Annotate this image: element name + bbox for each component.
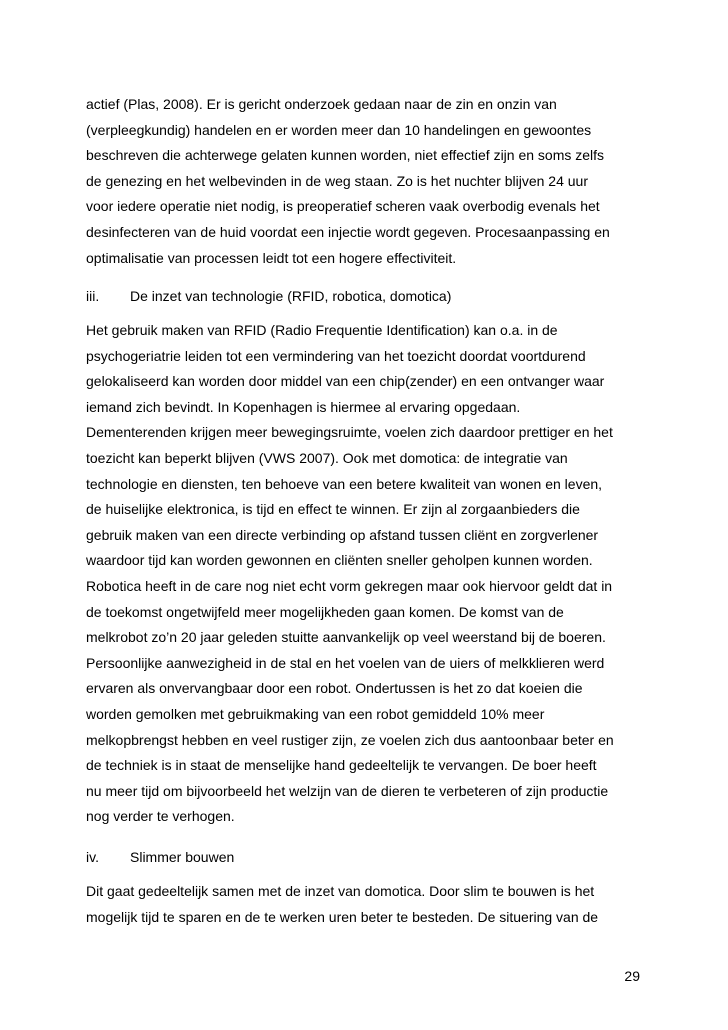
section-number: iii.	[86, 288, 100, 304]
section-heading-iv	[86, 848, 234, 866]
text-line: psychogeriatrie leiden tot een vermindering van het toezicht doordat voortdurend	[86, 347, 586, 364]
text-line: desinfecteren van de huid voordat een injectie wordt gegeven. Procesaanpassing en	[86, 223, 610, 240]
section-title: Slimmer bouwen	[130, 849, 235, 865]
text-line: nu meer tijd om bijvoorbeeld het welzijn van de dieren te verbeteren of zijn productie	[86, 782, 609, 799]
text-line: technologie en diensten, ten behoeve van een betere kwaliteit van wonen en leven,	[86, 475, 603, 492]
text-line: mogelijk tijd te sparen en de te werken uren beter te besteden. De situering van de	[86, 908, 599, 925]
text-line: iemand zich bevindt. In Kopenhagen is hiermee al ervaring opgedaan.	[86, 398, 521, 415]
paragraph-technology	[86, 318, 656, 830]
text-line: gelokaliseerd kan worden door middel van een chip(zender) en een ontvanger waar	[86, 373, 605, 390]
paragraph-building	[86, 879, 656, 930]
text-line: de genezing en het welbevinden in de weg staan. Zo is het nuchter blijven 24 uur	[86, 172, 589, 189]
text-line: optimalisatie van processen leidt tot een hogere effectiviteit.	[86, 249, 457, 266]
text-line: nog verder te verhogen.	[86, 808, 235, 825]
text-line: beschreven die achterwege gelaten kunnen worden, niet effectief zijn en soms zelfs	[86, 147, 605, 164]
section-number: iv.	[86, 849, 99, 865]
text-line: Het gebruik maken van RFID (Radio Frequentie Identification) kan o.a. in de	[86, 322, 558, 338]
text-line: toezicht kan beperkt blijven (VWS 2007). Ook met domotica: de integratie van	[86, 449, 568, 466]
paragraph-efficiency	[86, 92, 656, 271]
page-number: 29	[624, 968, 640, 984]
text-line: melkrobot zo’n 20 jaar geleden stuitte aanvankelijk op veel weerstand bij de boeren.	[86, 629, 606, 646]
text-line: waardoor tijd kan worden gewonnen en cliënten sneller geholpen kunnen worden.	[86, 552, 593, 569]
section-title: De inzet van technologie (RFID, robotica, domotica)	[130, 288, 452, 304]
text-line: worden gemolken met gebruikmaking van een robot gemiddeld 10% meer	[86, 705, 545, 722]
text-line: voor iedere operatie niet nodig, is preoperatief scheren vaak overbodig evenals het	[86, 198, 600, 215]
text-line: melkopbrengst hebben en veel rustiger zijn, ze voelen zich dus aantoonbaar beter en	[86, 731, 614, 748]
text-line: Robotica heeft in de care nog niet echt vorm gekregen maar ook hiervoor geldt dat in	[86, 577, 613, 594]
text-line: gebruik maken van een directe verbinding op afstand tussen cliënt en zorgverlener	[86, 526, 599, 543]
text-line: de toekomst ongetwijfeld meer mogelijkheden gaan komen. De komst van de	[86, 603, 564, 620]
text-line: Dementerenden krijgen meer bewegingsruimte, voelen zich daardoor prettiger en het	[86, 424, 613, 441]
text-line: (verpleegkundig) handelen en er worden meer dan 10 handelingen en gewoontes	[86, 121, 592, 138]
text-line: de techniek is in staat de menselijke hand gedeeltelijk te vervangen. De boer heeft	[86, 757, 597, 774]
text-line: Persoonlijke aanwezigheid in de stal en het voelen van de uiers of melkklieren werd	[86, 654, 605, 671]
section-heading-iii	[86, 287, 451, 305]
text-line: Dit gaat gedeeltelijk samen met de inzet van domotica. Door slim te bouwen is het	[86, 883, 595, 899]
text-line: actief (Plas, 2008). Er is gericht onderzoek gedaan naar de zin en onzin van	[86, 96, 557, 112]
text-line: de huiselijke elektronica, is tijd en effect te winnen. Er zijn al zorgaanbieders die	[86, 501, 580, 518]
text-line: ervaren als onvervangbaar door een robot. Ondertussen is het zo dat koeien die	[86, 680, 583, 697]
